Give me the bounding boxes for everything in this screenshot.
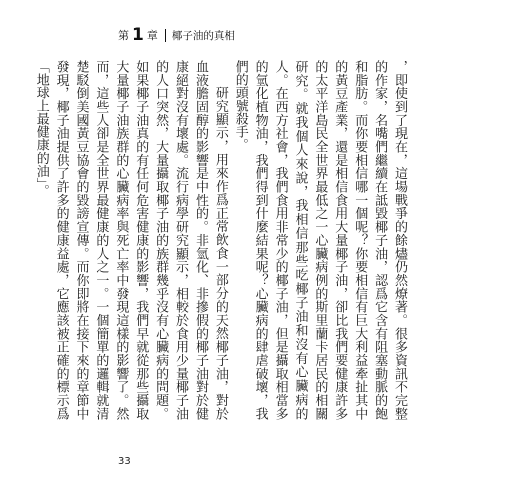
chapter-number: 1 <box>132 24 144 45</box>
chapter-header <box>118 26 235 44</box>
header-divider <box>165 29 166 42</box>
page-number: 33 <box>118 456 131 467</box>
paragraph: ，即使到了現在，這場戰爭的餘燼仍然燎著。很多資訊不完整的作家，名嘴們繼續在詆毀椰子油，認爲它含有阻塞動脈的飽和脂肪。而你要相信哪一個呢？你要相信有巨大利益牽扯其中的黃豆產業，還是相信食用大量椰子油，卻比我們要健康許多的太平洋島民全世界最低之一心臟病例的斯里蘭卡居民的相關研究。就我個人來說，我相信那些吃椰子油和沒有心臟病的人。在西方社會，我們食用非常少的椰子油，但是攝取相當多的氫化植物油，我們得到什麼結果呢？心臟病的肆虐破壞，我們的頭號殺手。 <box>232 60 407 420</box>
chapter-prefix: 第 <box>118 29 129 42</box>
chapter-title: 椰子油的真相 <box>171 29 235 42</box>
body-text <box>31 60 409 420</box>
chapter-suffix: 章 <box>146 29 158 42</box>
paragraph: 研究顯示，用來作爲正常飲食一部分的天然椰子油，對於血液膽固醇的影響是中性的。非氫化、非摻假的椰子油對於健康絕對沒有壞處。流行病學研究顯示，相較於食用少量椰子油的人口突然，大量攝取椰子油的族群幾乎沒有心臟病的問題。如果椰子油真的有任何危害健康的影響，我們早就從那些攝取大量椰子油族群的心臟病率與死亡率中發現這樣的影響了。然而，這些人卻是全世界最健康的人之一。一個簡單的邏輯就清楚駁倒美國黃豆協會的毀謗宣傳。而你即將在接下來的章節中發現，椰子油提供了許多的健康益處，它應該被正確的標示爲「地球上最健康的油」。 <box>33 60 228 420</box>
